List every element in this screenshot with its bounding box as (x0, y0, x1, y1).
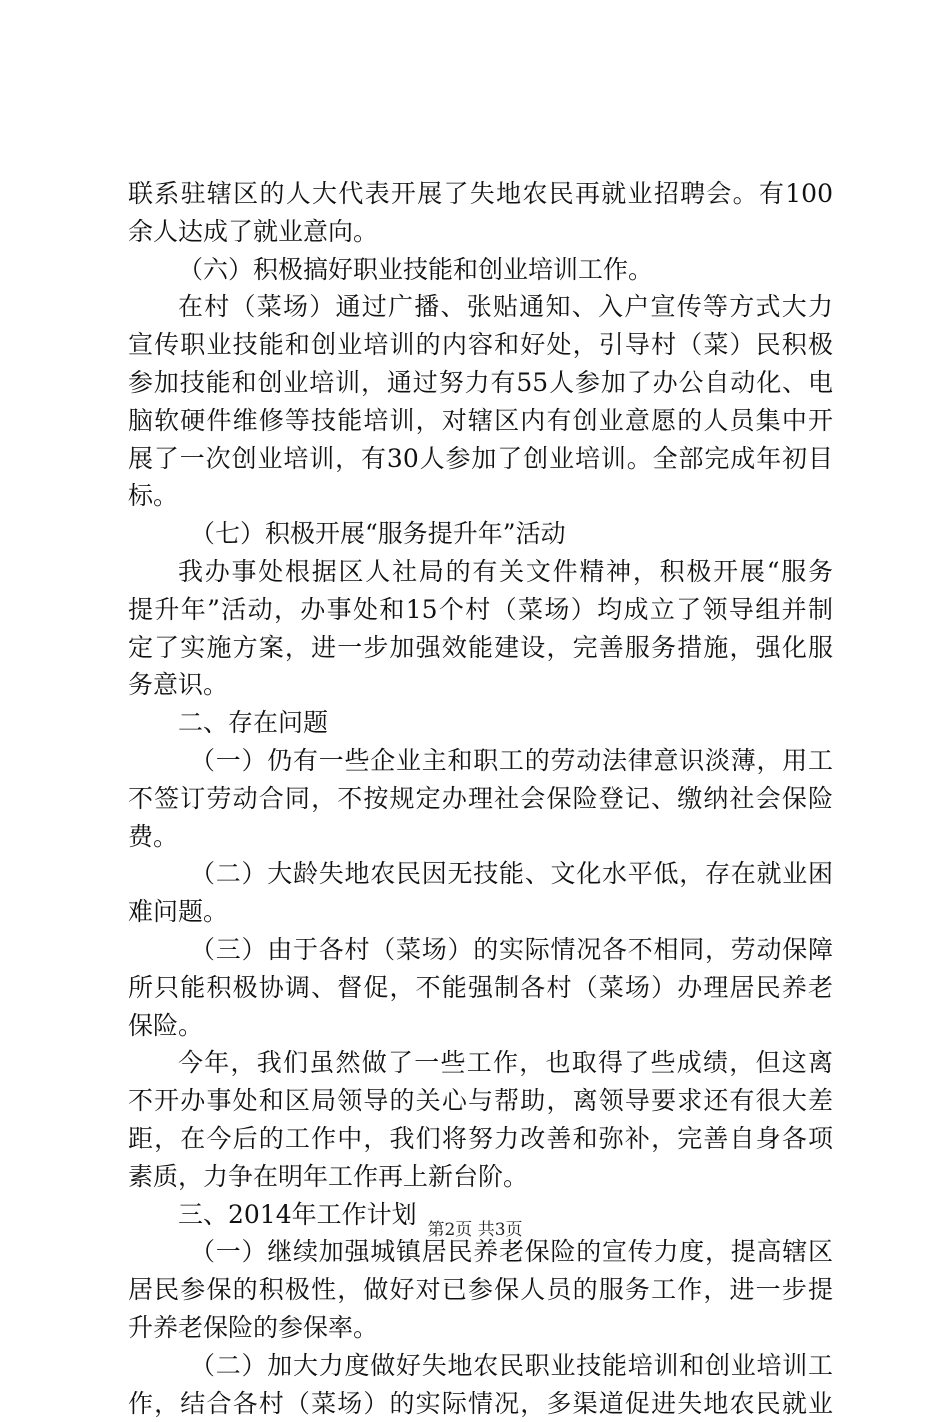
text-line: 难问题。 (128, 893, 833, 931)
text-line: （三）由于各村（菜场）的实际情况各不相同，劳动保障 (128, 931, 833, 969)
text-line: 展了一次创业培训，有30人参加了创业培训。全部完成年初目 (128, 440, 833, 478)
text-line: 费。 (128, 818, 833, 856)
text-line: （六）积极搞好职业技能和创业培训工作。 (128, 251, 833, 289)
text-line: 素质，力争在明年工作再上新台阶。 (128, 1158, 833, 1196)
text-line: 脑软硬件维修等技能培训，对辖区内有创业意愿的人员集中开 (128, 402, 833, 440)
text-line: 宣传职业技能和创业培训的内容和好处，引导村（菜）民积极 (128, 326, 833, 364)
text-line: 联系驻辖区的人大代表开展了失地农民再就业招聘会。有100 (128, 175, 833, 213)
page-number-indicator: 第2页 共3页 (427, 1220, 522, 1240)
text-line: 三、2014年工作计划 (128, 1196, 833, 1234)
page-footer (0, 1218, 950, 1242)
text-line: 二、存在问题 (128, 704, 833, 742)
text-line: 保险。 (128, 1007, 833, 1045)
text-line: 余人达成了就业意向。 (128, 213, 833, 251)
text-line: 在村（菜场）通过广播、张贴通知、入户宣传等方式大力 (128, 288, 833, 326)
text-line: 不开办事处和区局领导的关心与帮助，离领导要求还有很大差 (128, 1082, 833, 1120)
text-line: 我办事处根据区人社局的有关文件精神，积极开展“服务 (128, 553, 833, 591)
text-line: 提升年”活动，办事处和15个村（菜场）均成立了领导组并制 (128, 591, 833, 629)
text-line: 居民参保的积极性，做好对已参保人员的服务工作，进一步提 (128, 1271, 833, 1309)
text-line: 作，结合各村（菜场）的实际情况，多渠道促进失地农民就业 (128, 1385, 833, 1422)
text-line: 定了实施方案，进一步加强效能建设，完善服务措施，强化服 (128, 629, 833, 667)
text-line: 参加技能和创业培训，通过努力有55人参加了办公自动化、电 (128, 364, 833, 402)
text-line: （一）仍有一些企业主和职工的劳动法律意识淡薄，用工 (128, 742, 833, 780)
text-line: 务意识。 (128, 666, 833, 704)
text-line: 距，在今后的工作中，我们将努力改善和弥补，完善自身各项 (128, 1120, 833, 1158)
text-line: （二）加大力度做好失地农民职业技能培训和创业培训工 (128, 1347, 833, 1385)
text-line: 升养老保险的参保率。 (128, 1309, 833, 1347)
text-line: （一）继续加强城镇居民养老保险的宣传力度，提高辖区 (128, 1233, 833, 1271)
text-line: 不签订劳动合同，不按规定办理社会保险登记、缴纳社会保险 (128, 780, 833, 818)
text-line: 标。 (128, 477, 833, 515)
text-line: （七）积极开展“服务提升年”活动 (128, 515, 833, 553)
text-line: 所只能积极协调、督促，不能强制各村（菜场）办理居民养老 (128, 969, 833, 1007)
text-line: （二）大龄失地农民因无技能、文化水平低，存在就业困 (128, 855, 833, 893)
text-line: 今年，我们虽然做了一些工作，也取得了些成绩，但这离 (128, 1044, 833, 1082)
